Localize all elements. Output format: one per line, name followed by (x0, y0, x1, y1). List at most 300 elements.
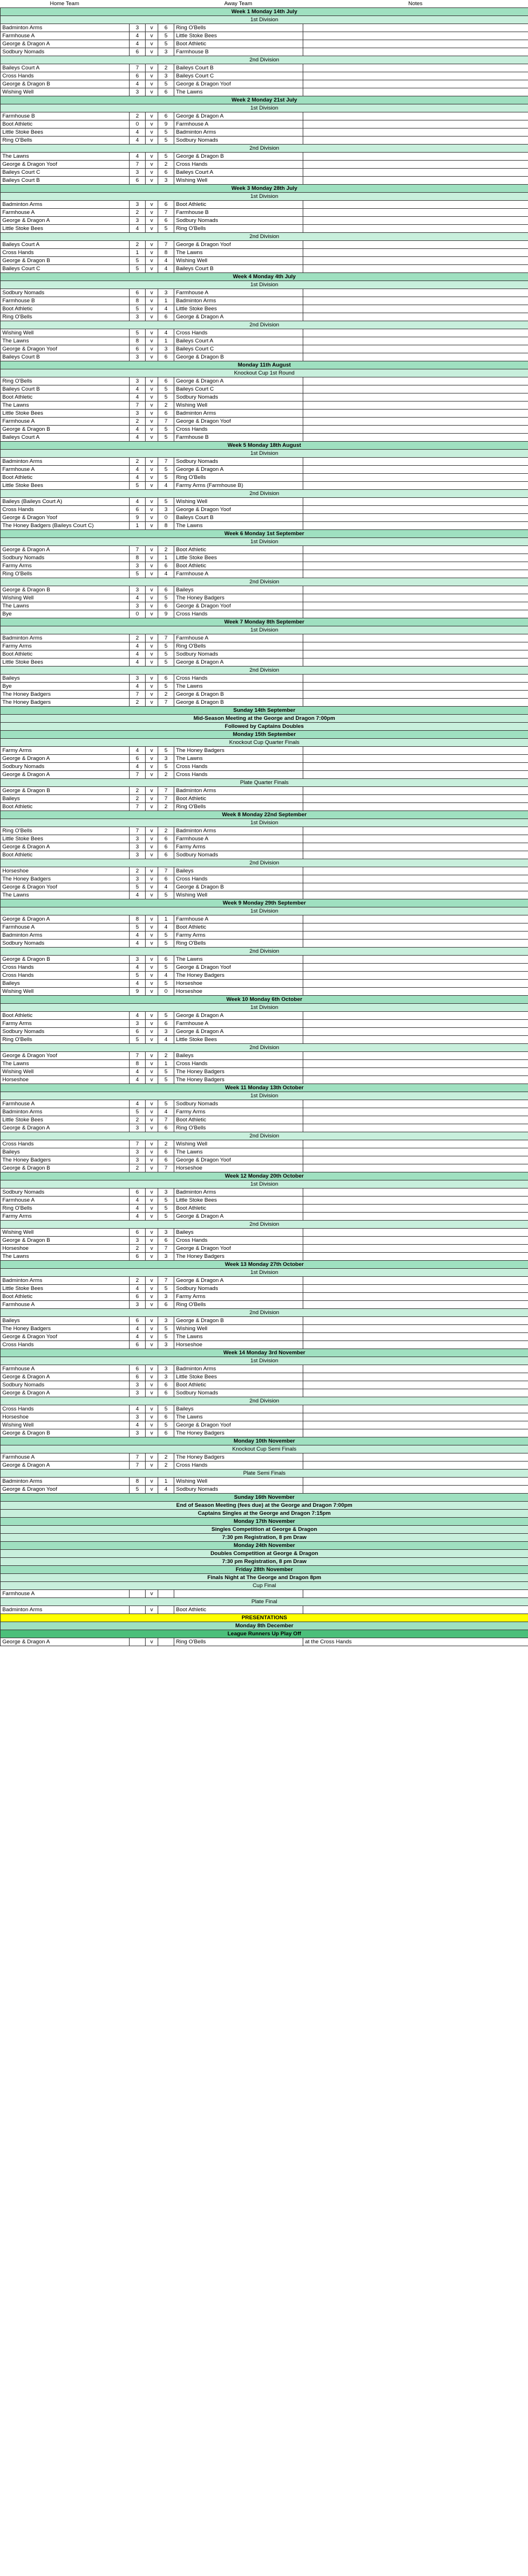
fixture-notes (303, 1108, 528, 1116)
division-bar-label: Cup Final (1, 1582, 528, 1590)
fixture-away-team: The Honey Badgers (174, 1453, 303, 1462)
fixture-away-team: Baileys Court B (174, 64, 303, 72)
week-bar (1, 1349, 528, 1357)
fixture-row (1, 1462, 528, 1470)
info-bar-label: Mid-Season Meeting at the George and Dragon 7:00pm (1, 715, 528, 723)
fixture-away-score: 4 (158, 329, 174, 337)
fixture-home-score: 2 (130, 241, 146, 249)
division-bar (1, 1357, 528, 1365)
fixture-away-score: 5 (158, 128, 174, 137)
info-bar-label: Followed by Captains Doubles (1, 723, 528, 731)
date-bar (1, 731, 528, 739)
fixture-home-team: Baileys Court A (1, 64, 130, 72)
fixture-row (1, 1365, 528, 1373)
fixture-home-team: Boot Athletic (1, 1012, 130, 1020)
fixture-away-score: 3 (158, 1293, 174, 1301)
fixture-versus: v (146, 161, 158, 169)
fixture-versus: v (146, 683, 158, 691)
fixture-row (1, 634, 528, 642)
fixture-notes (303, 64, 528, 72)
fixture-home-score: 6 (130, 48, 146, 56)
fixture-versus: v (146, 763, 158, 771)
fixture-home-team: Horseshoe (1, 1245, 130, 1253)
fixture-home-team: George & Dragon A (1, 843, 130, 851)
division-bar-label: 1st Division (1, 1092, 528, 1100)
fixture-notes (303, 1028, 528, 1036)
fixture-home-score: 2 (130, 634, 146, 642)
fixture-away-score: 6 (158, 1148, 174, 1156)
fixture-home-score: 7 (130, 1052, 146, 1060)
fixture-home-score: 8 (130, 554, 146, 562)
fixture-away-team: Horseshoe (174, 980, 303, 988)
fixture-notes (303, 1365, 528, 1373)
fixture-away-team: Sodbury Nomads (174, 1486, 303, 1494)
fixture-home-team: Sodbury Nomads (1, 1188, 130, 1197)
fixture-versus: v (146, 787, 158, 795)
fixture-row (1, 691, 528, 699)
fixture-away-score: 7 (158, 795, 174, 803)
fixture-away-team: George & Dragon B (174, 691, 303, 699)
fixture-away-score: 5 (158, 1405, 174, 1413)
fixture-row (1, 1413, 528, 1421)
fixture-home-score: 7 (130, 402, 146, 410)
fixture-row (1, 1076, 528, 1084)
fixture-away-team: Badminton Arms (174, 787, 303, 795)
info-bar-label: Captains Singles at the George and Dragon 7:15pm (1, 1510, 528, 1518)
fixture-versus: v (146, 1381, 158, 1389)
fixture-away-score: 6 (158, 875, 174, 883)
fixture-home-score: 8 (130, 1478, 146, 1486)
fixture-away-team: Little Stoke Bees (174, 1373, 303, 1381)
fixture-versus: v (146, 851, 158, 859)
fixture-home-score: 3 (130, 1020, 146, 1028)
fixture-home-team: Boot Athletic (1, 474, 130, 482)
fixture-row (1, 1100, 528, 1108)
fixture-away-team: George & Dragon A (174, 466, 303, 474)
fixture-home-score: 4 (130, 642, 146, 650)
fixture-home-score: 6 (130, 1229, 146, 1237)
fixture-versus: v (146, 426, 158, 434)
fixture-notes (303, 161, 528, 169)
fixture-versus: v (146, 217, 158, 225)
division-bar-label: 2nd Division (1, 1132, 528, 1140)
fixture-home-score: 7 (130, 64, 146, 72)
division-bar-label: 1st Division (1, 1357, 528, 1365)
fixture-versus: v (146, 795, 158, 803)
fixture-away-team: Ring O'Bells (174, 1638, 303, 1646)
fixture-versus: v (146, 1301, 158, 1309)
fixture-row (1, 923, 528, 932)
fixture-away-team: Baileys (174, 1052, 303, 1060)
fixture-home-team: The Honey Badgers (1, 691, 130, 699)
fixture-away-team: Baileys Court A (174, 337, 303, 345)
fixture-away-team: Farmy Arms (174, 1108, 303, 1116)
info-bar-label: End of Season Meeting (fees due) at the George and Dragon 7:00pm (1, 1502, 528, 1510)
fixture-away-score: 3 (158, 1253, 174, 1261)
division-bar (1, 1044, 528, 1052)
fixture-notes (303, 1389, 528, 1397)
fixture-versus: v (146, 932, 158, 940)
date-bar (1, 1518, 528, 1526)
fixture-row (1, 1341, 528, 1349)
fixture-versus: v (146, 980, 158, 988)
fixture-away-team: Farmhouse A (174, 570, 303, 578)
fixture-notes (303, 891, 528, 899)
fixture-home-team: George & Dragon A (1, 1389, 130, 1397)
fixture-versus: v (146, 1148, 158, 1156)
fixture-versus: v (146, 1373, 158, 1381)
column-header-notes: Notes (303, 0, 528, 7)
division-bar (1, 16, 528, 24)
fixture-home-team: Cross Hands (1, 72, 130, 80)
fixture-away-team: George & Dragon Yoof (174, 1421, 303, 1429)
fixture-versus: v (146, 1188, 158, 1197)
division-bar-label: 1st Division (1, 1004, 528, 1012)
fixture-away-team: Wishing Well (174, 402, 303, 410)
fixture-away-score: 5 (158, 1325, 174, 1333)
fixture-away-score: 7 (158, 867, 174, 875)
fixture-row (1, 353, 528, 361)
division-bar (1, 948, 528, 956)
fixture-row (1, 458, 528, 466)
fixture-home-team: Wishing Well (1, 88, 130, 96)
fixture-notes (303, 393, 528, 402)
fixture-row (1, 169, 528, 177)
fixture-versus: v (146, 249, 158, 257)
fixture-away-score: 3 (158, 1229, 174, 1237)
fixture-home-score: 9 (130, 988, 146, 996)
fixture-row (1, 1108, 528, 1116)
fixture-notes (303, 177, 528, 185)
fixture-away-score: 7 (158, 418, 174, 426)
fixture-away-team: Cross Hands (174, 675, 303, 683)
fixture-versus: v (146, 466, 158, 474)
fixture-notes (303, 1116, 528, 1124)
fixture-away-team: The Honey Badgers (174, 1429, 303, 1437)
fixture-versus: v (146, 385, 158, 393)
fixture-home-score: 4 (130, 153, 146, 161)
fixture-away-score: 5 (158, 466, 174, 474)
fixture-away-score: 5 (158, 683, 174, 691)
fixture-away-score: 7 (158, 634, 174, 642)
fixture-away-team: Boot Athletic (174, 1205, 303, 1213)
fixture-away-score: 5 (158, 763, 174, 771)
division-bar (1, 1269, 528, 1277)
fixture-home-score: 3 (130, 1148, 146, 1156)
fixture-home-score: 6 (130, 755, 146, 763)
fixture-away-team: The Honey Badgers (174, 1253, 303, 1261)
fixture-home-score: 6 (130, 1317, 146, 1325)
fixture-home-score: 3 (130, 1237, 146, 1245)
fixture-home-team: Sodbury Nomads (1, 554, 130, 562)
fixture-home-team: Wishing Well (1, 1229, 130, 1237)
fixture-away-team: Baileys (174, 1405, 303, 1413)
division-bar-label: 1st Division (1, 281, 528, 289)
fixture-versus: v (146, 1253, 158, 1261)
fixture-notes (303, 1197, 528, 1205)
fixture-row (1, 562, 528, 570)
fixture-versus: v (146, 1638, 158, 1646)
division-bar-label: 1st Division (1, 1269, 528, 1277)
fixture-row (1, 988, 528, 996)
fixture-away-score: 5 (158, 474, 174, 482)
fixture-home-score (130, 1606, 146, 1614)
fixture-row (1, 313, 528, 321)
fixture-notes (303, 972, 528, 980)
fixture-notes (303, 675, 528, 683)
fixture-away-team: Baileys (174, 1229, 303, 1237)
fixture-row (1, 1140, 528, 1148)
fixture-versus: v (146, 586, 158, 594)
fixture-versus: v (146, 120, 158, 128)
fixture-home-score: 2 (130, 1164, 146, 1172)
fixture-versus: v (146, 506, 158, 514)
fixture-away-team: Badminton Arms (174, 297, 303, 305)
fixture-home-score: 4 (130, 393, 146, 402)
fixture-away-team: Sodbury Nomads (174, 650, 303, 658)
fixture-row (1, 980, 528, 988)
date-bar-label: Monday 10th November (1, 1437, 528, 1445)
fixture-notes (303, 24, 528, 32)
fixture-home-score: 3 (130, 875, 146, 883)
week-bar-label: Week 13 Monday 27th October (1, 1261, 528, 1269)
fixture-away-score: 3 (158, 1373, 174, 1381)
fixture-row (1, 137, 528, 145)
fixture-row (1, 1325, 528, 1333)
week-bar (1, 996, 528, 1004)
fixture-notes (303, 217, 528, 225)
fixture-home-score: 2 (130, 112, 146, 120)
date-bar (1, 707, 528, 715)
fixture-away-score: 3 (158, 289, 174, 297)
division-bar-label: 1st Division (1, 819, 528, 827)
date-bar (1, 1437, 528, 1445)
fixture-home-team: Cross Hands (1, 972, 130, 980)
fixture-home-team: Farmy Arms (1, 642, 130, 650)
fixture-row (1, 610, 528, 618)
fixture-home-score: 3 (130, 956, 146, 964)
fixture-home-team: Cross Hands (1, 1341, 130, 1349)
fixture-row (1, 289, 528, 297)
fixture-row (1, 482, 528, 490)
fixture-home-score: 5 (130, 265, 146, 273)
fixture-home-score: 4 (130, 763, 146, 771)
fixture-home-score: 5 (130, 883, 146, 891)
fixture-away-team: The Lawns (174, 1148, 303, 1156)
fixture-home-team: Ring O'Bells (1, 377, 130, 385)
fixture-versus: v (146, 1285, 158, 1293)
fixture-versus: v (146, 169, 158, 177)
fixture-home-team: Little Stoke Bees (1, 482, 130, 490)
fixture-home-team: Ring O'Bells (1, 570, 130, 578)
fixture-home-team: Badminton Arms (1, 1478, 130, 1486)
fixture-versus: v (146, 1486, 158, 1494)
fixture-versus: v (146, 835, 158, 843)
fixture-home-score: 4 (130, 474, 146, 482)
fixture-notes (303, 1453, 528, 1462)
fixture-versus: v (146, 570, 158, 578)
fixture-away-team: Badminton Arms (174, 128, 303, 137)
fixture-away-team: Farmy Arms (174, 843, 303, 851)
fixture-versus: v (146, 771, 158, 779)
fixture-versus: v (146, 297, 158, 305)
fixture-away-team: Farmhouse B (174, 434, 303, 442)
fixture-versus: v (146, 458, 158, 466)
fixture-away-score: 5 (158, 40, 174, 48)
division-bar-label: 2nd Division (1, 948, 528, 956)
fixture-home-score: 4 (130, 1100, 146, 1108)
fixture-away-score: 2 (158, 827, 174, 835)
division-bar-label: Plate Semi Finals (1, 1470, 528, 1478)
fixture-home-team: Cross Hands (1, 249, 130, 257)
fixture-away-score: 6 (158, 1156, 174, 1164)
fixture-home-score: 6 (130, 177, 146, 185)
fixture-away-team: George & Dragon Yoof (174, 964, 303, 972)
fixture-home-score: 4 (130, 426, 146, 434)
fixture-versus: v (146, 1341, 158, 1349)
fixture-notes (303, 915, 528, 923)
fixture-row (1, 241, 528, 249)
fixture-notes (303, 1381, 528, 1389)
fixture-home-score: 3 (130, 201, 146, 209)
fixture-away-team: Ring O'Bells (174, 474, 303, 482)
fixture-away-team: Sodbury Nomads (174, 1100, 303, 1108)
fixture-home-team: Farmy Arms (1, 747, 130, 755)
fixture-away-team: Little Stoke Bees (174, 305, 303, 313)
fixture-away-team: Cross Hands (174, 771, 303, 779)
fixture-notes (303, 988, 528, 996)
fixture-notes (303, 747, 528, 755)
division-bar-label: Knockout Cup Quarter Finals (1, 739, 528, 747)
fixture-away-team: Boot Athletic (174, 562, 303, 570)
fixture-away-score: 6 (158, 313, 174, 321)
fixture-notes (303, 827, 528, 835)
fixture-row (1, 1333, 528, 1341)
fixture-away-score: 4 (158, 923, 174, 932)
fixture-notes (303, 835, 528, 843)
fixture-home-score: 3 (130, 851, 146, 859)
fixture-home-team: George & Dragon Yoof (1, 1052, 130, 1060)
division-bar-label: 1st Division (1, 907, 528, 915)
division-bar (1, 1180, 528, 1188)
fixture-versus: v (146, 80, 158, 88)
fixture-versus: v (146, 1389, 158, 1397)
fixture-away-score: 6 (158, 217, 174, 225)
fixture-notes (303, 610, 528, 618)
fixture-away-team: Badminton Arms (174, 1365, 303, 1373)
fixture-home-team: George & Dragon A (1, 915, 130, 923)
fixture-row (1, 522, 528, 530)
fixture-notes (303, 514, 528, 522)
fixture-home-score: 4 (130, 594, 146, 602)
fixture-home-team: Ring O'Bells (1, 1205, 130, 1213)
header-table (0, 0, 528, 7)
fixture-home-team: Farmhouse B (1, 297, 130, 305)
fixture-away-score: 3 (158, 1188, 174, 1197)
fixture-away-team: George & Dragon A (174, 1213, 303, 1221)
fixture-notes (303, 1301, 528, 1309)
info-bar (1, 1526, 528, 1534)
fixture-home-team: George & Dragon Yoof (1, 1333, 130, 1341)
fixture-row (1, 1036, 528, 1044)
fixture-home-score: 2 (130, 458, 146, 466)
fixture-notes (303, 1405, 528, 1413)
fixture-away-score: 5 (158, 940, 174, 948)
fixture-home-team: Ring O'Bells (1, 313, 130, 321)
fixture-row (1, 257, 528, 265)
fixture-home-score: 3 (130, 835, 146, 843)
fixture-notes (303, 1068, 528, 1076)
fixture-home-score: 8 (130, 337, 146, 345)
fixture-away-score: 6 (158, 843, 174, 851)
date-bar-label: Monday 8th December (1, 1622, 528, 1630)
fixture-home-team: George & Dragon B (1, 426, 130, 434)
fixture-notes (303, 803, 528, 811)
fixture-row (1, 683, 528, 691)
fixture-versus: v (146, 602, 158, 610)
fixture-versus: v (146, 1197, 158, 1205)
fixture-notes (303, 1205, 528, 1213)
fixture-home-team: Sodbury Nomads (1, 1381, 130, 1389)
fixture-versus: v (146, 956, 158, 964)
fixture-notes (303, 1606, 528, 1614)
fixture-away-team: Sodbury Nomads (174, 217, 303, 225)
date-bar (1, 1566, 528, 1574)
fixture-versus: v (146, 1478, 158, 1486)
fixture-home-score: 3 (130, 586, 146, 594)
fixture-home-score: 7 (130, 691, 146, 699)
fixture-versus: v (146, 177, 158, 185)
fixture-home-team: Badminton Arms (1, 1108, 130, 1116)
fixture-home-score: 3 (130, 1124, 146, 1132)
fixture-home-score: 7 (130, 161, 146, 169)
fixture-versus: v (146, 610, 158, 618)
fixture-notes (303, 1012, 528, 1020)
fixture-notes (303, 1124, 528, 1132)
fixture-notes (303, 40, 528, 48)
fixture-notes (303, 137, 528, 145)
fixture-row (1, 506, 528, 514)
fixture-away-score: 1 (158, 1478, 174, 1486)
fixture-away-score: 5 (158, 1213, 174, 1221)
fixture-row (1, 956, 528, 964)
fixture-home-team: Farmhouse A (1, 418, 130, 426)
fixture-away-team: The Honey Badgers (174, 1068, 303, 1076)
fixture-away-score: 2 (158, 1140, 174, 1148)
fixture-away-team: George & Dragon B (174, 153, 303, 161)
fixture-home-team: George & Dragon Yoof (1, 883, 130, 891)
fixture-row (1, 1373, 528, 1381)
fixture-away-team: George & Dragon A (174, 1012, 303, 1020)
fixture-row (1, 112, 528, 120)
fixture-away-score: 3 (158, 1341, 174, 1349)
fixture-away-score: 3 (158, 48, 174, 56)
fixture-versus: v (146, 964, 158, 972)
fixture-home-score: 2 (130, 209, 146, 217)
fixture-row (1, 72, 528, 80)
fixture-row (1, 1116, 528, 1124)
fixture-row (1, 1020, 528, 1028)
division-bar (1, 1092, 528, 1100)
fixture-home-score: 4 (130, 1325, 146, 1333)
fixture-away-score: 5 (158, 498, 174, 506)
fixture-away-team: George & Dragon B (174, 353, 303, 361)
fixture-away-score: 7 (158, 241, 174, 249)
fixture-away-score: 2 (158, 1462, 174, 1470)
fixture-away-team: Ring O'Bells (174, 642, 303, 650)
fixture-home-team: Baileys (Baileys Court A) (1, 498, 130, 506)
fixture-home-team: Cross Hands (1, 1405, 130, 1413)
